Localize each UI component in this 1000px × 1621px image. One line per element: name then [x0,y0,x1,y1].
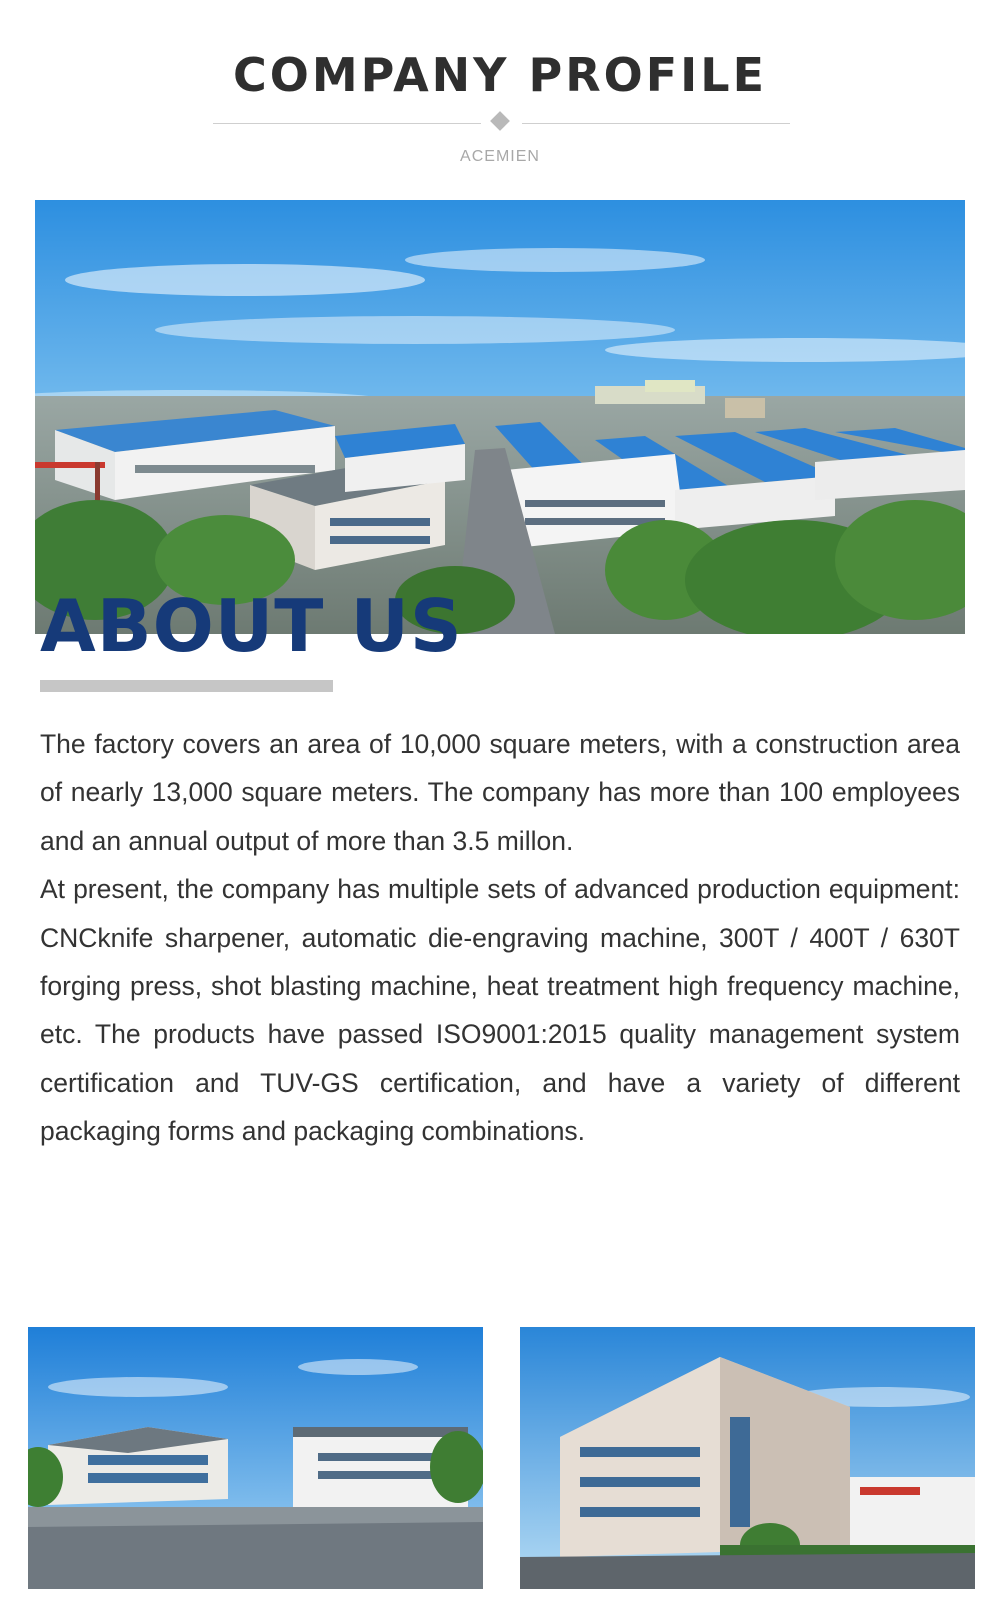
about-paragraph-2: At present, the company has multiple sets of advanced production equipment: CNCknife sharpener, automatic die-engraving machine, 300T / 400T / 630T forging press, shot blasting machine, heat treatment high frequency machine, etc. The products have passed ISO9001:2015 quality management system certification and TUV-GS certification, and have a variety of different packaging forms and packaging combinations. [40,874,960,1147]
about-us-description [40,720,960,1156]
office-building-photo [520,1327,975,1589]
hero-factory-photo [35,200,965,634]
diamond-ornament-icon [490,111,510,131]
title-divider-right [522,123,790,124]
brand-subtitle: ACEMIEN [460,148,540,165]
page-title: COMPANY PROFILE [232,48,768,102]
office-front-photo [28,1327,483,1589]
about-us-underline-bar [40,680,333,692]
about-us-heading: ABOUT US [40,584,463,668]
title-divider-left [213,123,481,124]
about-paragraph-1: The factory covers an area of 10,000 square meters, with a construction area of nearly 13,000 square meters. The company has more than 100 employees and an annual output of more than 3.5 millon. [40,729,960,856]
